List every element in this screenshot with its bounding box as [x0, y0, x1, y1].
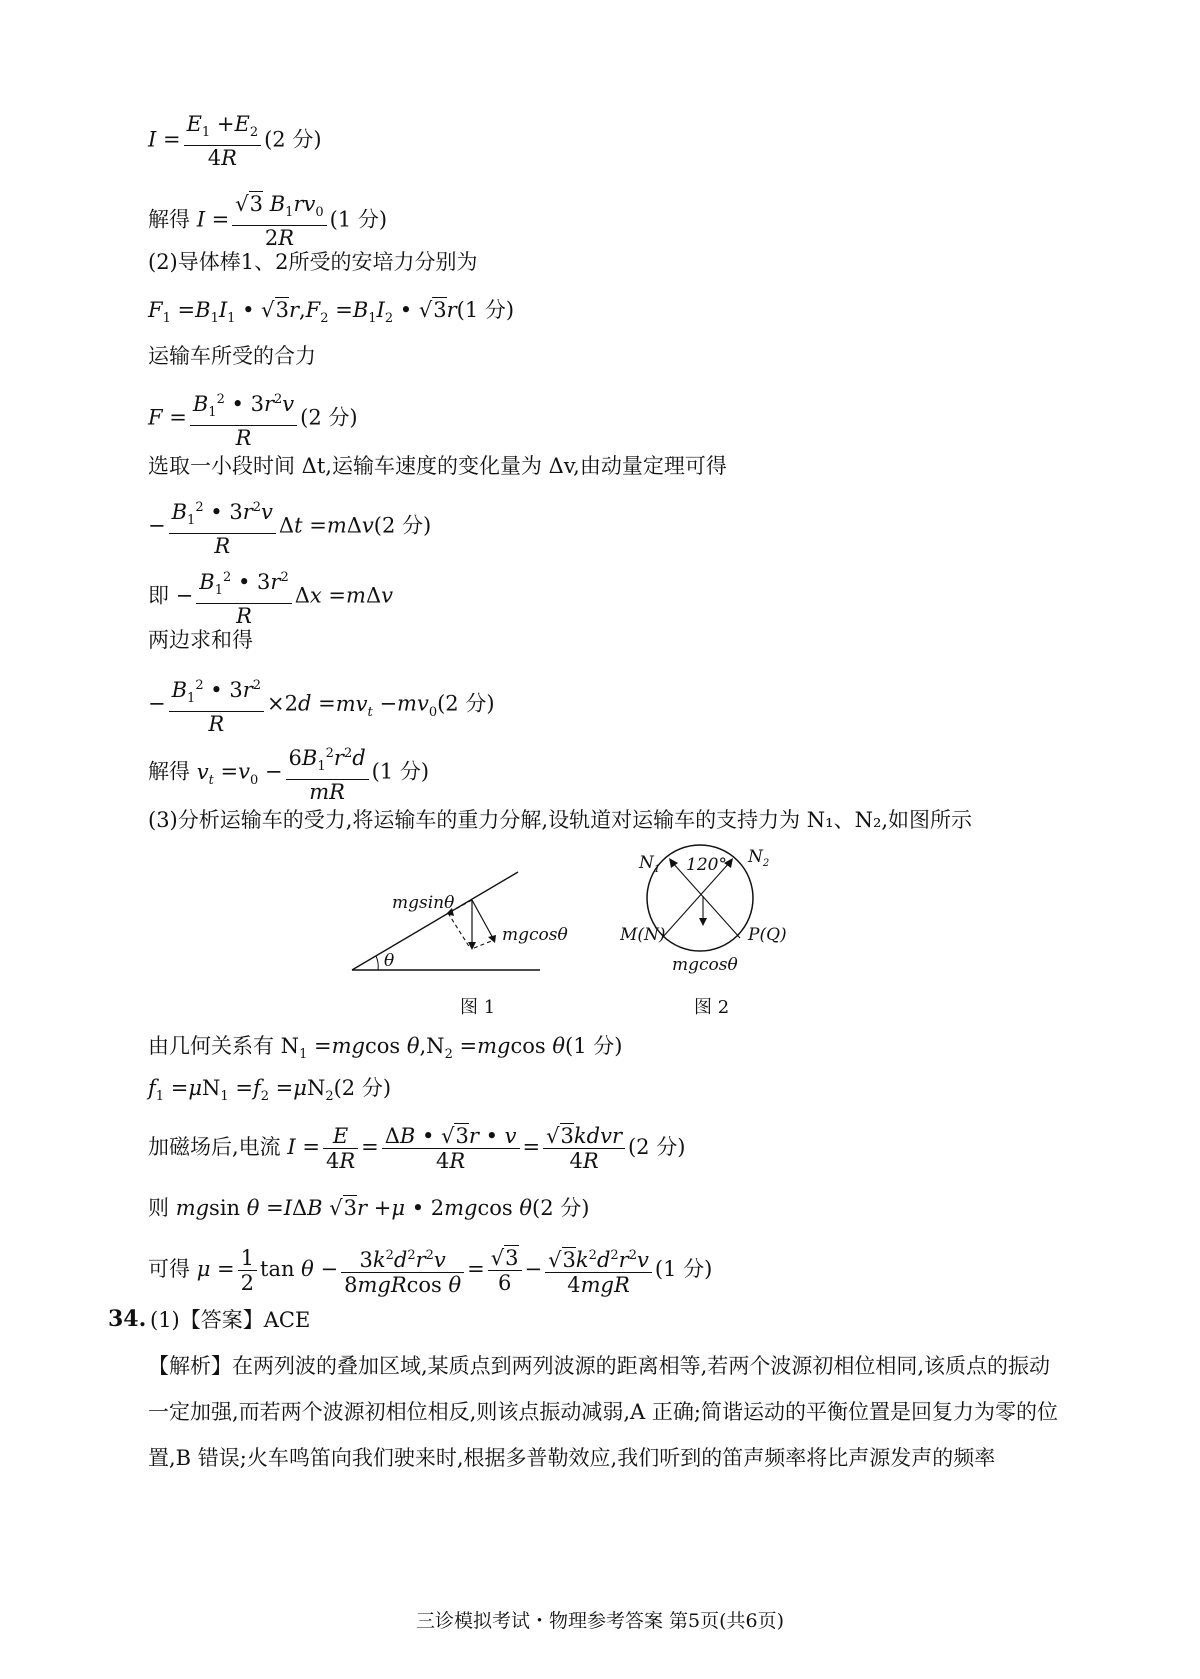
eq-current-sum: I = $\frac{E_1 +E_2}{4R}$ (2 分) [148, 112, 322, 171]
eq-support-forces: 由几何关系有 $N_1 =mgcos$ $\theta,N_2 =mgcos$ θ(1 分) [148, 1034, 623, 1063]
eq-vt: 解得 $v_t =v_0$ − $\frac{6B_1^2r^2d}{mR}$ (1 分) [148, 742, 429, 804]
part2-intro: (2)导体棒1、2所受的安培力分别为 [148, 250, 478, 274]
fig1-label-theta: θ [384, 951, 395, 971]
impulse-intro: 选取一小段时间 Δt,运输车速度的变化量为 Δv,由动量定理可得 [148, 454, 727, 478]
eq-ampere-forces: $F_1 =B_1I_1$ • $√3r,F_2 =B_1I_2$ • √3r(1 分) [148, 298, 515, 327]
figure-1 [350, 850, 610, 990]
fig1-gravity-arrowhead [468, 942, 476, 950]
eq-sum: − $\frac{B_1^2 • 3r^2}{R}$ $\times 2d =mv_t -mv_0(2$ 分) [148, 674, 495, 736]
q34-analysis: 【解析】在两列波的叠加区域,某质点到两列波源的距离相等,若两个波源初相位相同,该质点的振动一定加强,而若两个波源初相位相反,则该点振动减弱,A 正确;简谐运动的平衡位置是回复力为零的位置,B 错误;火车鸣笛向我们驶来时,根据多普勒效应,我们听到的笛声频率将比声源发声的频率 [148, 1354, 1058, 1470]
eq-current-result: 解得 I = $\frac{√3 B_1rv_0}{2R}$ (1 分) [148, 192, 388, 251]
sum-intro: 两边求和得 [148, 628, 253, 652]
eq-impulse: − $\frac{B_1^2 • 3r^2v}{R}$ Δt =mΔv(2 分) [148, 496, 431, 558]
eq-net-force: F = $\frac{B_1^2 • 3r^2v}{R}$ (2 分) [148, 388, 358, 450]
part3-intro: (3)分析运输车的受力,将运输车的重力分解,设轨道对运输车的支持力为 N₁、N₂,如图所示 [148, 808, 973, 832]
figure-1-caption: 图 1 [460, 997, 496, 1018]
fig1-cos-arrow [472, 900, 494, 940]
fig2-label-left: M(N) [620, 925, 666, 945]
eq-friction: $f_1 =\mu N_1 =f_2 =\mu N_2(2$ 分) [148, 1076, 392, 1105]
fig1-incline-line [352, 872, 518, 970]
question-number: 34. [108, 1306, 147, 1332]
eq-displacement: 即 − $\frac{B_1^2 • 3r^2}{R}$ Δx =mΔv [148, 566, 393, 628]
net-force-intro: 运输车所受的合力 [148, 344, 316, 368]
q34-answer: (1)【答案】ACE [150, 1308, 311, 1332]
eq-balance: 则 mgsin θ =IΔB √3r +μ • 2mgcos θ(2 分) [148, 1196, 590, 1220]
figure-2-caption: 图 2 [694, 997, 730, 1018]
fig2-label-n2: $N_2$ [748, 847, 770, 869]
figure-2 [620, 842, 820, 982]
fig2-label-bottom: mgcosθ [672, 955, 738, 975]
eq-mu: 可得 μ = $\frac{1}{2}$ tan θ − $3k^2d^2r^2v$ 8mgRcos θ = $\frac{√3}{6}$ − $√3k^2d^2r^2v$ 4mgR (1 分) [148, 1246, 713, 1297]
fig2-label-angle: 120° [686, 855, 727, 875]
eq-current-field: 加磁场后,电流 I = $\frac{E}{4R}$ = $\frac{\Delta B • √3r • v}{4R}$ = √3kdvr 4R (2 分) [148, 1124, 686, 1173]
fig1-dash-b [474, 940, 494, 948]
fig1-label-sin: mgsinθ [392, 893, 455, 913]
fig1-label-cos: mgcosθ [502, 925, 568, 945]
fig2-label-right: P(Q) [748, 925, 787, 945]
page-footer: 三诊模拟考试・物理参考答案 第5页(共6页) [415, 1610, 785, 1632]
fig2-label-n1: $N_1$ [639, 853, 661, 875]
fig1-dash-a [448, 913, 470, 948]
